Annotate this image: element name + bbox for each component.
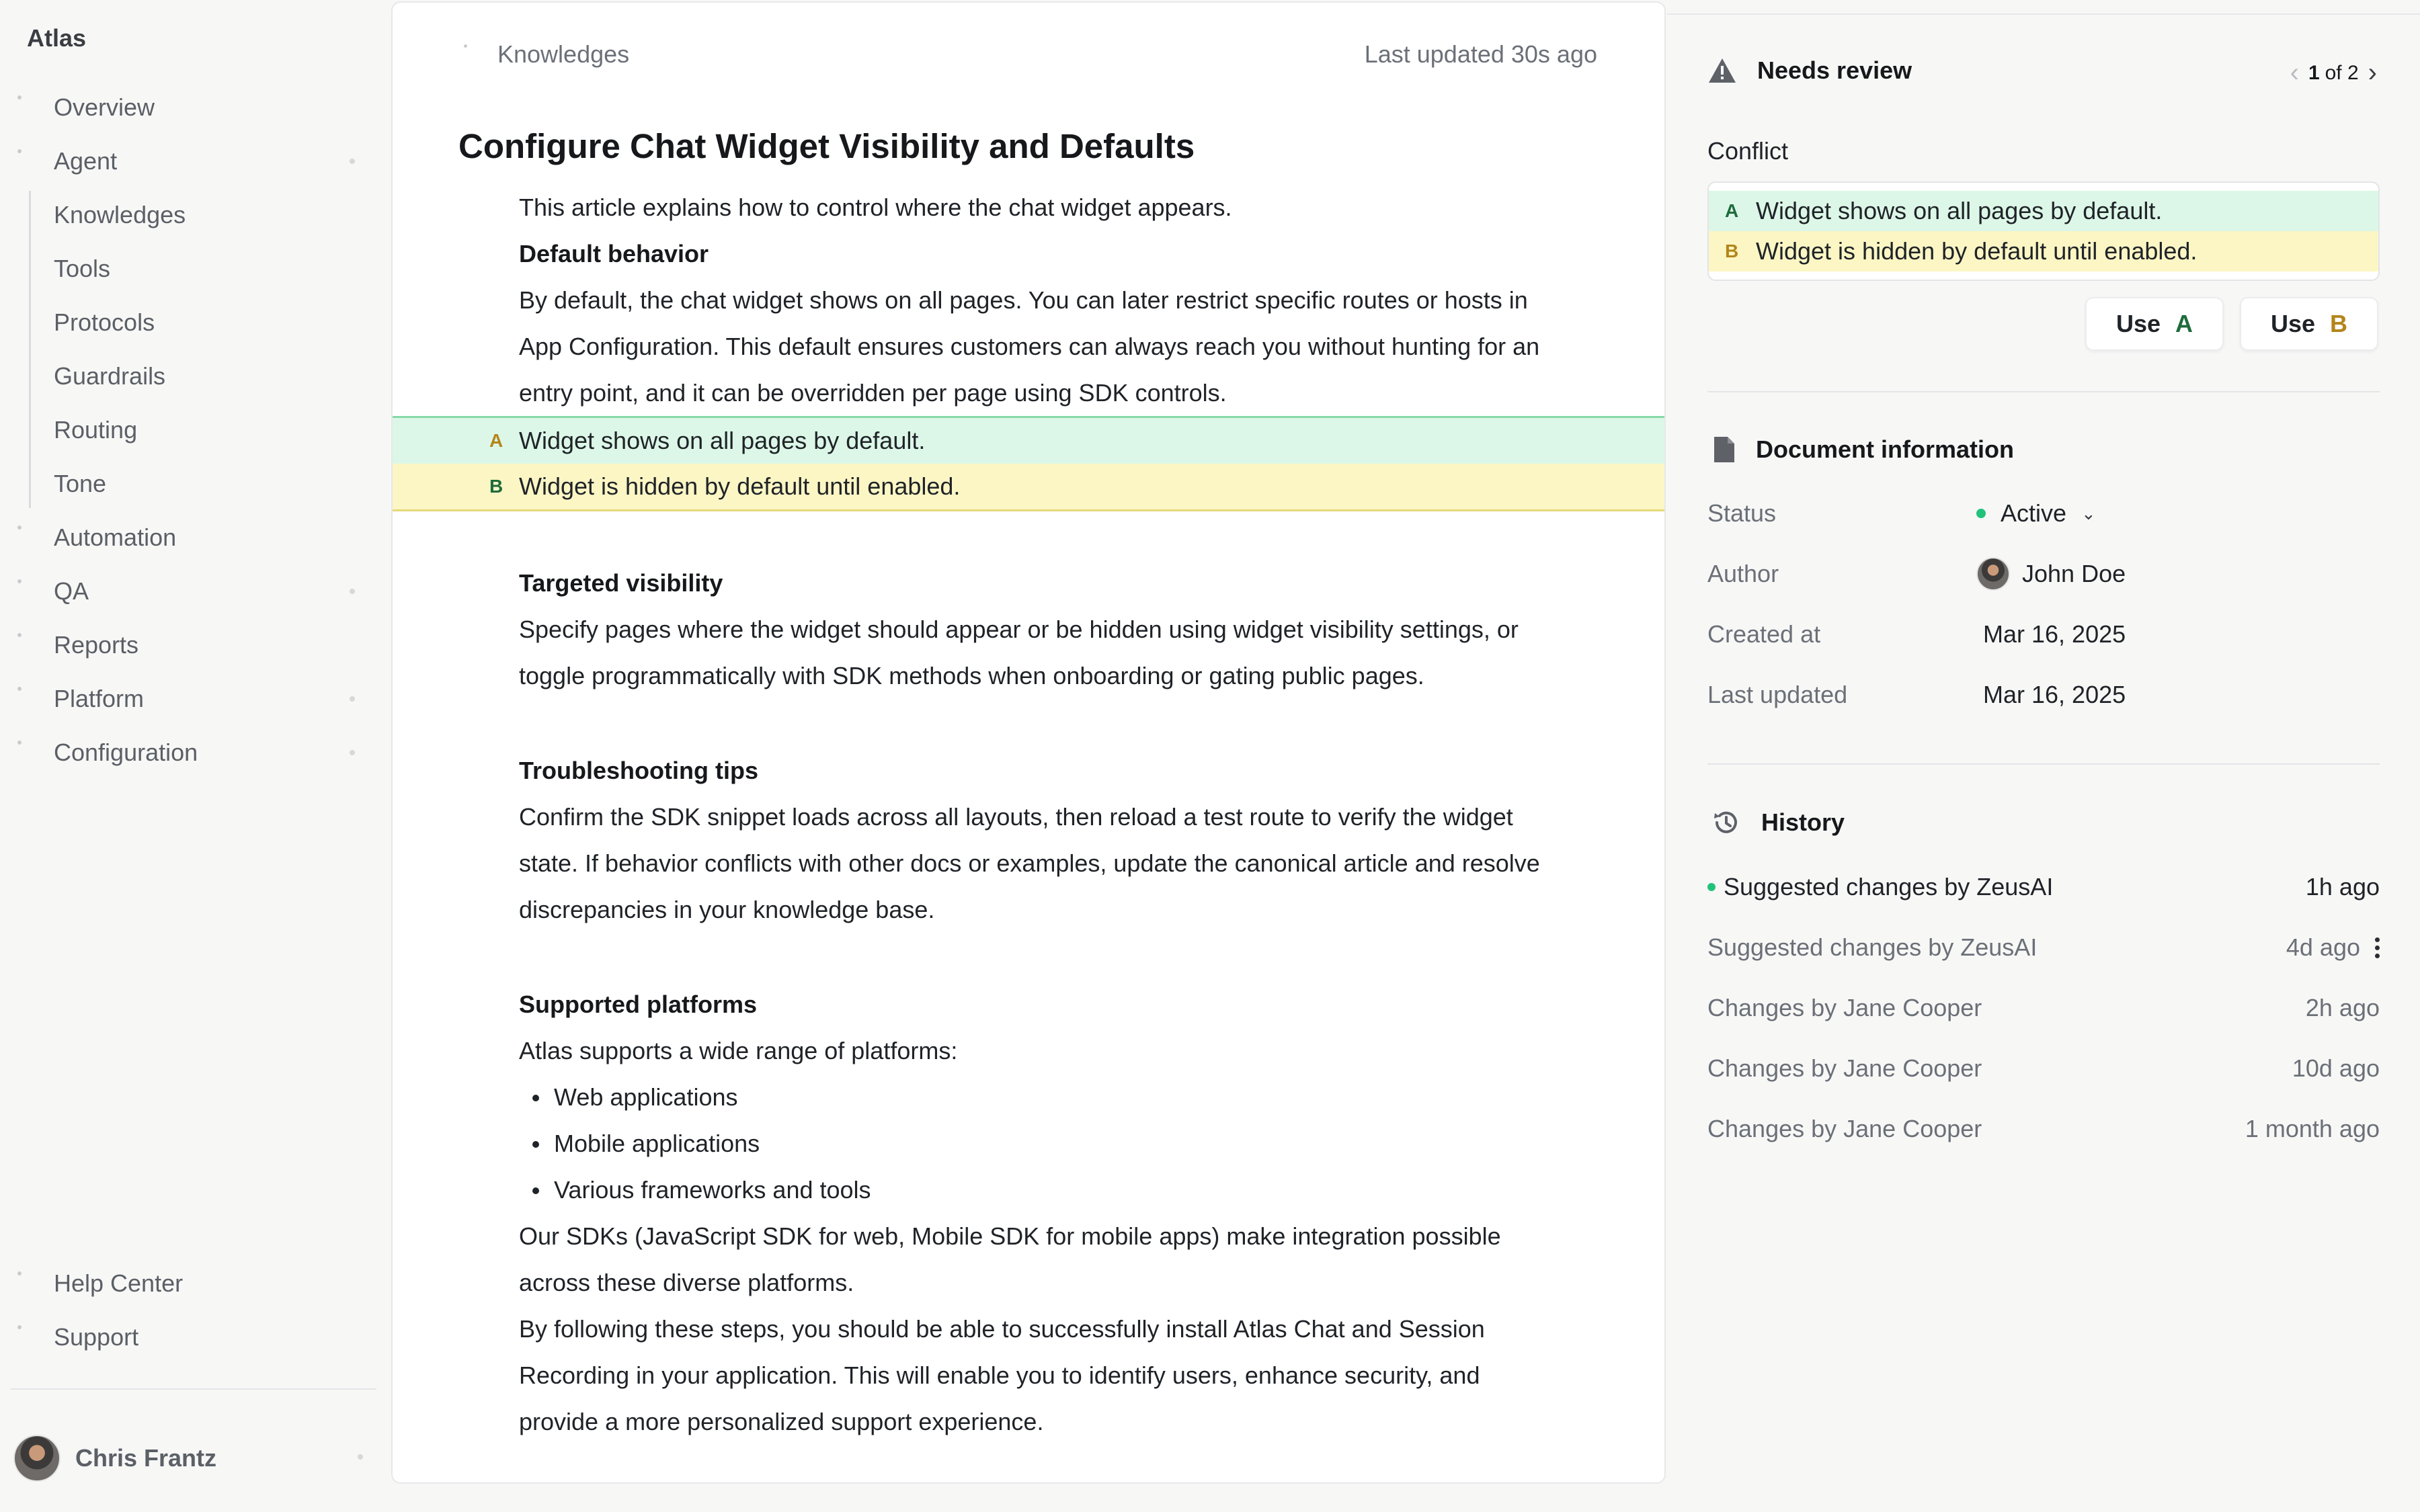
status-value: Active: [2001, 499, 2067, 527]
sidebar-item-label: Tools: [54, 255, 111, 282]
chevron-left-icon[interactable]: ‹: [2290, 58, 2299, 87]
option-a-tag: A: [1725, 200, 1739, 221]
option-a-tag: A: [489, 430, 503, 451]
history-item[interactable]: [1707, 867, 2380, 907]
user-name: Chris Frantz: [75, 1444, 217, 1472]
updated-label: Last updated: [1707, 681, 1848, 708]
sidebar-item-label: Knowledges: [54, 201, 186, 228]
sidebar-item-label: Support: [54, 1323, 139, 1351]
help-icon: [17, 1271, 22, 1275]
automation-icon: [17, 526, 22, 530]
history-label: Suggested changes by ZeusAI: [1724, 873, 2054, 900]
history-time: 4d ago: [2286, 933, 2360, 961]
paragraph-line: provide a more personalized support experience.: [519, 1408, 1044, 1435]
history-item[interactable]: [1707, 927, 2380, 968]
needs-review-header: [1707, 56, 1912, 85]
active-dot-icon: [1707, 883, 1716, 891]
sidebar-item-configuration[interactable]: [0, 726, 390, 780]
history-title: History: [1761, 808, 1845, 836]
sidebar-item-knowledges[interactable]: [0, 188, 390, 242]
created-row: [1707, 614, 2380, 655]
sidebar-item-agent[interactable]: [0, 134, 390, 188]
use-b-letter: B: [2330, 310, 2348, 337]
author-row: [1707, 554, 2380, 594]
more-options-icon[interactable]: [2375, 937, 2380, 958]
history-label: Changes by Jane Cooper: [1707, 994, 1982, 1021]
sidebar-item-label: Reports: [54, 631, 139, 659]
back-icon[interactable]: [464, 44, 467, 48]
section-heading-targeted: Targeted visibility: [519, 569, 723, 597]
document-info-header: [1713, 435, 2014, 464]
option-a-text: Widget shows on all pages by default.: [1756, 197, 2163, 224]
sidebar-item-protocols[interactable]: [0, 296, 390, 349]
created-label: Created at: [1707, 620, 1821, 648]
option-a-text: Widget shows on all pages by default.: [519, 427, 926, 454]
intro-paragraph: This article explains how to control where the chat widget appears.: [519, 194, 1232, 221]
paragraph-line: Confirm the SDK snippet loads across all layouts, then reload a test route to verify the widget: [519, 803, 1513, 831]
sidebar-item-label: Overview: [54, 93, 155, 121]
history-label: Changes by Jane Cooper: [1707, 1054, 1982, 1082]
history-time: 1 month ago: [2245, 1115, 2380, 1142]
paragraph-line: By default, the chat widget shows on all pages. You can later restrict specific routes or hosts in: [519, 286, 1528, 314]
history-item[interactable]: [1707, 988, 2380, 1028]
paragraph-line: By following these steps, you should be able to successfully install Atlas Chat and Session: [519, 1315, 1485, 1343]
paragraph-line: Recording in your application. This will enable you to identify users, enhance security, and: [519, 1361, 1480, 1389]
sidebar-item-label: Configuration: [54, 739, 198, 766]
section-heading-platforms: Supported platforms: [519, 991, 758, 1018]
author-label: Author: [1707, 560, 1779, 587]
status-dot-icon: [1976, 509, 1986, 518]
list-item: Various frameworks and tools: [519, 1167, 1666, 1213]
pager-total: of 2: [2325, 61, 2359, 84]
history-time: 1h ago: [2305, 873, 2380, 900]
status-dropdown[interactable]: [1976, 499, 2096, 528]
details-panel: [1667, 0, 2420, 1512]
history-label: Changes by Jane Cooper: [1707, 1115, 1982, 1142]
avatar: [13, 1435, 61, 1482]
sidebar-item-support[interactable]: [0, 1310, 390, 1364]
panel-divider: [1667, 13, 2420, 15]
history-item[interactable]: [1707, 1048, 2380, 1089]
spacer: [393, 511, 1666, 560]
sidebar-item-label: QA: [54, 577, 89, 605]
section-heading-troubleshooting: Troubleshooting tips: [519, 757, 758, 784]
spacer: [393, 699, 1666, 747]
sidebar-item-overview[interactable]: [0, 81, 390, 134]
history-item[interactable]: [1707, 1109, 2380, 1149]
chevron-up-icon[interactable]: [350, 159, 355, 164]
sidebar-item-routing[interactable]: [0, 403, 390, 457]
configuration-icon: [17, 741, 22, 745]
sidebar-item-label: Agent: [54, 147, 118, 175]
use-label: Use: [2115, 310, 2161, 337]
chevron-down-icon: ⌄: [2081, 503, 2096, 523]
conflict-option-b[interactable]: [1709, 231, 2378, 271]
paragraph-line: Atlas supports a wide range of platforms:: [519, 1037, 958, 1064]
support-icon: [17, 1325, 22, 1329]
brand-logo[interactable]: Atlas: [27, 24, 87, 52]
conflict-option-a[interactable]: [1709, 191, 2378, 231]
document-info-title: Document information: [1756, 435, 2014, 463]
use-a-letter: A: [2175, 310, 2193, 337]
sidebar-item-qa[interactable]: [0, 564, 390, 618]
avatar: [1976, 557, 2010, 591]
sidebar-nav: [0, 81, 390, 780]
breadcrumb[interactable]: Knowledges: [497, 40, 630, 68]
needs-review-title: Needs review: [1757, 56, 1912, 84]
paragraph-line: state. If behavior conflicts with other docs or examples, update the canonical article and resolve: [519, 849, 1540, 877]
sidebar-divider: [11, 1388, 376, 1390]
review-pager: [2281, 58, 2386, 88]
history-header: [1711, 808, 1845, 837]
paragraph-line: toggle programmatically with SDK methods when onboarding or gating public pages.: [519, 662, 1424, 689]
paragraph-line: Our SDKs (JavaScript SDK for web, Mobile SDK for mobile apps) make integration possible: [519, 1222, 1501, 1250]
sidebar-item-label: Help Center: [54, 1269, 184, 1297]
author-value-wrap: [1976, 557, 2126, 591]
use-a-button[interactable]: [2085, 297, 2224, 351]
list-item: Web applications: [519, 1074, 1666, 1120]
chevron-down-icon[interactable]: [350, 696, 355, 702]
option-b-text: Widget is hidden by default until enabled.: [519, 472, 961, 500]
page-title: Configure Chat Widget Visibility and Defaults: [458, 127, 1195, 165]
sidebar-item-label: Routing: [54, 416, 138, 444]
section-heading-default: Default behavior: [519, 240, 709, 267]
sidebar-item-label: Automation: [54, 523, 177, 551]
conflict-label: Conflict: [1707, 137, 1789, 165]
sidebar-item-label: Tone: [54, 470, 107, 497]
option-b-tag: B: [489, 476, 503, 497]
use-b-button[interactable]: [2240, 297, 2378, 351]
sidebar-item-label: Guardrails: [54, 362, 166, 390]
list-item: Mobile applications: [519, 1120, 1666, 1167]
sidebar-item-guardrails[interactable]: [0, 349, 390, 403]
platforms-list: [393, 1074, 1666, 1213]
conflict-option-b[interactable]: [393, 464, 1666, 509]
chevron-down-icon[interactable]: [350, 750, 355, 755]
section-divider: [1707, 763, 2380, 765]
use-label: Use: [2270, 310, 2316, 337]
chevron-right-icon[interactable]: ›: [2368, 58, 2377, 87]
document-icon: [1713, 435, 1736, 464]
sidebar-bottom-nav: [0, 1257, 390, 1364]
paragraph-line: entry point, and it can be overridden per page using SDK controls.: [519, 379, 1227, 407]
option-b-text: Widget is hidden by default until enabled.: [1756, 237, 2197, 265]
sidebar-item-tools[interactable]: [0, 242, 390, 296]
last-updated-text: Last updated 30s ago: [1364, 40, 1597, 68]
document-body[interactable]: [393, 184, 1666, 1445]
user-menu[interactable]: [13, 1434, 363, 1482]
status-row: [1707, 493, 2380, 534]
history-time: 2h ago: [2305, 994, 2380, 1021]
agent-icon: [17, 149, 22, 153]
inline-conflict: [393, 416, 1666, 511]
paragraph-line: App Configuration. This default ensures customers can always reach you without hunting for an: [519, 333, 1540, 360]
agent-submenu: [0, 188, 390, 511]
sidebar-item-automation[interactable]: [0, 511, 390, 564]
history-label: Suggested changes by ZeusAI: [1707, 933, 2038, 961]
author-value: John Doe: [2022, 560, 2126, 587]
history-icon: [1711, 808, 1741, 837]
sidebar-item-label: Platform: [54, 685, 145, 712]
paragraph-line: Specify pages where the widget should appear or be hidden using widget visibility settings, or: [519, 616, 1519, 643]
history-time: 10d ago: [2292, 1054, 2380, 1082]
spacer: [393, 933, 1666, 981]
platform-icon: [17, 687, 22, 691]
qa-icon: [17, 579, 22, 583]
paragraph-line: discrepancies in your knowledge base.: [519, 896, 935, 923]
reports-icon: [17, 633, 22, 637]
pager-current: 1: [2308, 61, 2320, 84]
paragraph-line: across these diverse platforms.: [519, 1269, 854, 1296]
updated-value: Mar 16, 2025: [1983, 681, 2126, 708]
chevron-down-icon[interactable]: [350, 589, 355, 594]
created-value: Mar 16, 2025: [1983, 620, 2126, 648]
overview-icon: [17, 95, 22, 99]
chevron-down-icon[interactable]: [358, 1454, 363, 1460]
sidebar-item-label: Protocols: [54, 308, 155, 336]
section-divider: [1707, 391, 2380, 392]
sidebar-item-reports[interactable]: [0, 618, 390, 672]
option-b-tag: B: [1725, 241, 1739, 261]
warning-icon: [1707, 57, 1737, 84]
status-label: Status: [1707, 499, 1777, 527]
sidebar-item-tone[interactable]: [0, 457, 390, 511]
updated-row: [1707, 675, 2380, 715]
document-pane: [391, 1, 1666, 1484]
sidebar: [0, 0, 390, 1512]
sidebar-item-platform[interactable]: [0, 672, 390, 726]
sidebar-item-help-center[interactable]: [0, 1257, 390, 1310]
conflict-comparison: [1707, 181, 2380, 281]
conflict-option-a[interactable]: [393, 418, 1666, 464]
